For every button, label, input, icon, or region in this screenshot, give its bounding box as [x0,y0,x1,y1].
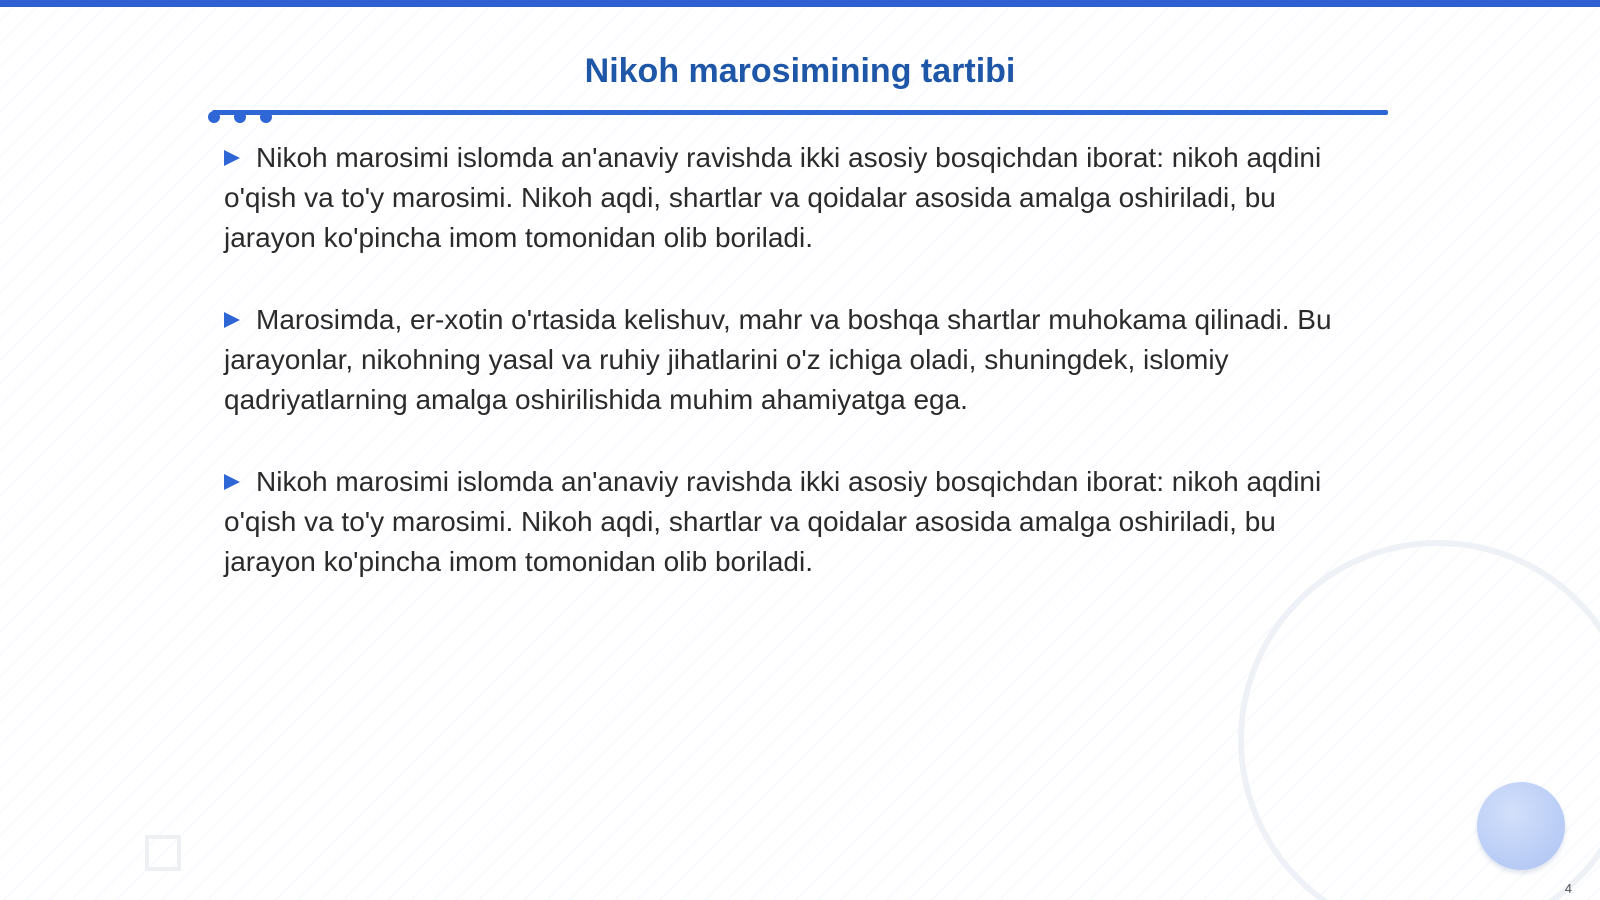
bullet-item [224,138,1354,258]
bullet-list [224,138,1354,624]
triangle-right-icon [224,150,240,166]
page-number: 4 [1564,881,1572,896]
triangle-right-icon [224,474,240,490]
bullet-item [224,300,1354,420]
bullet-text: Marosimda, er-xotin o'rtasida kelishuv, mahr va boshqa shartlar muhokama qilinadi. Bu jarayonlar, nikohning yasal va ruhiy jihatlarini o'z ichiga oladi, shuningdek, islomiy qadriyatlarning amalga oshirilishida muhim ahamiyatga ega. [224,304,1332,415]
underline-dot [260,111,272,123]
bullet-item [224,462,1354,582]
bullet-text: Nikoh marosimi islomda an'anaviy ravishda ikki asosiy bosqichdan iborat: nikoh aqdini o'qish va to'y marosimi. Nikoh aqdi, shartlar va qoidalar asosida amalga oshiriladi, bu jarayon ko'pincha imom tomonidan olib boriladi. [224,466,1322,577]
triangle-right-icon [224,312,240,328]
title-underline [212,110,1388,115]
underline-dot [208,111,220,123]
bullet-text: Nikoh marosimi islomda an'anaviy ravishda ikki asosiy bosqichdan iborat: nikoh aqdini o'qish va to'y marosimi. Nikoh aqdi, shartlar va qoidalar asosida amalga oshiriladi, bu jarayon ko'pincha imom tomonidan olib boriladi. [224,142,1322,253]
underline-dot [234,111,246,123]
slide-title: Nikoh marosimining tartibi [584,52,1016,90]
decorative-ball [1477,782,1565,870]
top-accent-bar [0,0,1600,7]
decorative-square-outline [145,835,181,871]
